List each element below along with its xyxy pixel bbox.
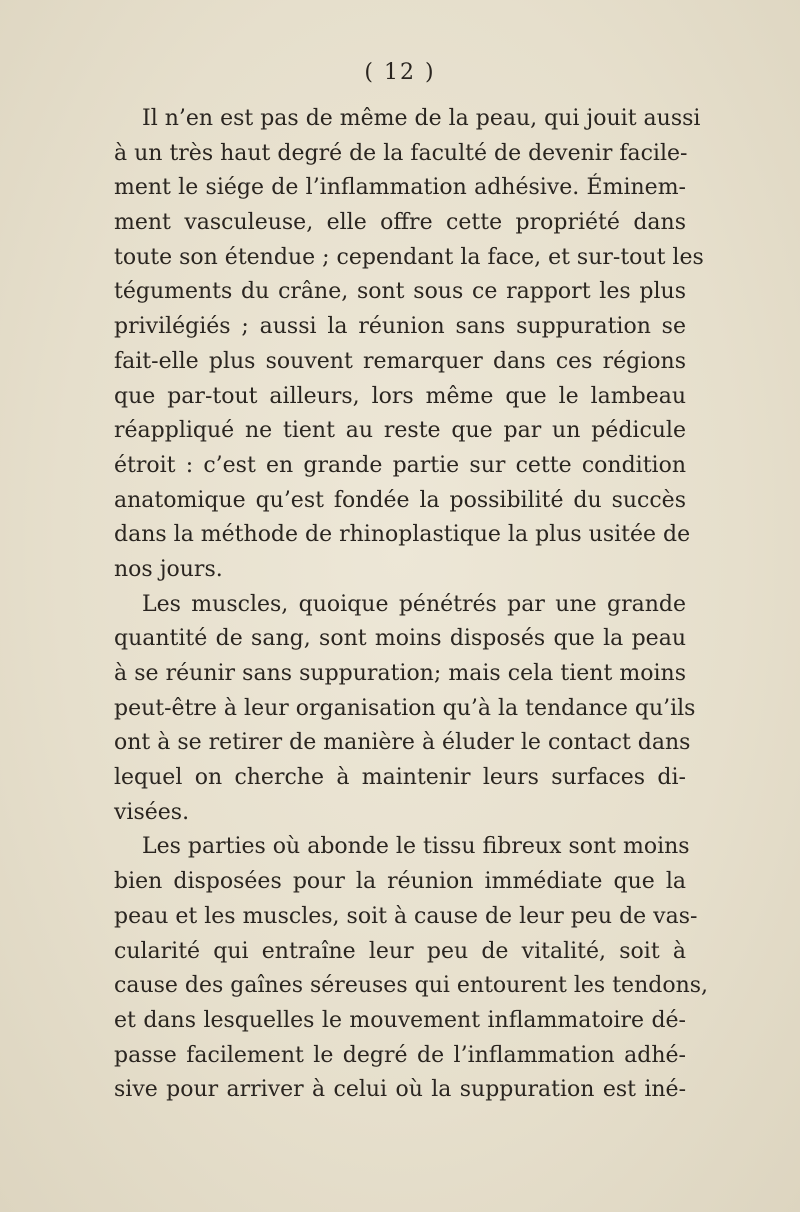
page-number: ( 12 ) — [364, 60, 436, 85]
text-line: privilégiés ; aussi la réunion sans suppuration se — [114, 314, 686, 340]
text-line: cularité qui entraîne leur peu de vitalité, soit à — [114, 938, 686, 964]
text-line: peau et les muscles, soit à cause de leur peu de vas- — [114, 903, 698, 929]
text-line: cause des gaînes séreuses qui entourent les tendons, — [114, 973, 709, 999]
text-line: Les parties où abonde le tissu fibreux sont moins — [142, 834, 690, 860]
text-line: visées. — [114, 799, 190, 825]
text-line: bien disposées pour la réunion immédiate que la — [114, 869, 686, 895]
body-text — [114, 102, 709, 1108]
text-line: Il n’en est pas de même de la peau, qui jouit aussi — [142, 106, 701, 131]
text-line: sive pour arriver à celui où la suppuration est iné- — [114, 1077, 686, 1103]
text-line: Les muscles, quoique pénétrés par une grande — [142, 591, 686, 617]
text-line: fait-elle plus souvent remarquer dans ces régions — [114, 348, 686, 374]
text-line: ont à se retirer de manière à éluder le contact dans — [114, 730, 691, 756]
text-line: toute son étendue ; cependant la face, et sur-tout les — [114, 244, 704, 270]
text-line: quantité de sang, sont moins disposés que la peau — [114, 626, 686, 652]
text-line: à un très haut degré de la faculté de devenir facile- — [114, 140, 688, 166]
text-line: téguments du crâne, sont sous ce rapport les plus — [114, 279, 686, 305]
text-line: étroit : c’est en grande partie sur cette condition — [114, 452, 686, 478]
text-line: que par-tout ailleurs, lors même que le lambeau — [114, 383, 686, 409]
text-line: ment vasculeuse, elle offre cette propriété dans — [114, 210, 686, 236]
text-line: lequel on cherche à maintenir leurs surfaces di- — [114, 765, 686, 791]
text-line: ment le siége de l’inflammation adhésive. Éminem- — [114, 175, 686, 201]
text-line: à se réunir sans suppuration; mais cela tient moins — [114, 661, 686, 686]
text-line: et dans lesquelles le mouvement inflammatoire dé- — [114, 1007, 686, 1033]
text-line: passe facilement le degré de l’inflammation adhé- — [114, 1042, 686, 1068]
text-line: réappliqué ne tient au reste que par un pédicule — [114, 418, 686, 444]
text-line: peut-être à leur organisation qu’à la tendance qu’ils — [114, 695, 696, 721]
text-line: anatomique qu’est fondée la possibilité du succès — [114, 487, 686, 513]
text-line: dans la méthode de rhinoplastique la plus usitée de — [114, 522, 691, 548]
text-line: nos jours. — [114, 556, 223, 582]
